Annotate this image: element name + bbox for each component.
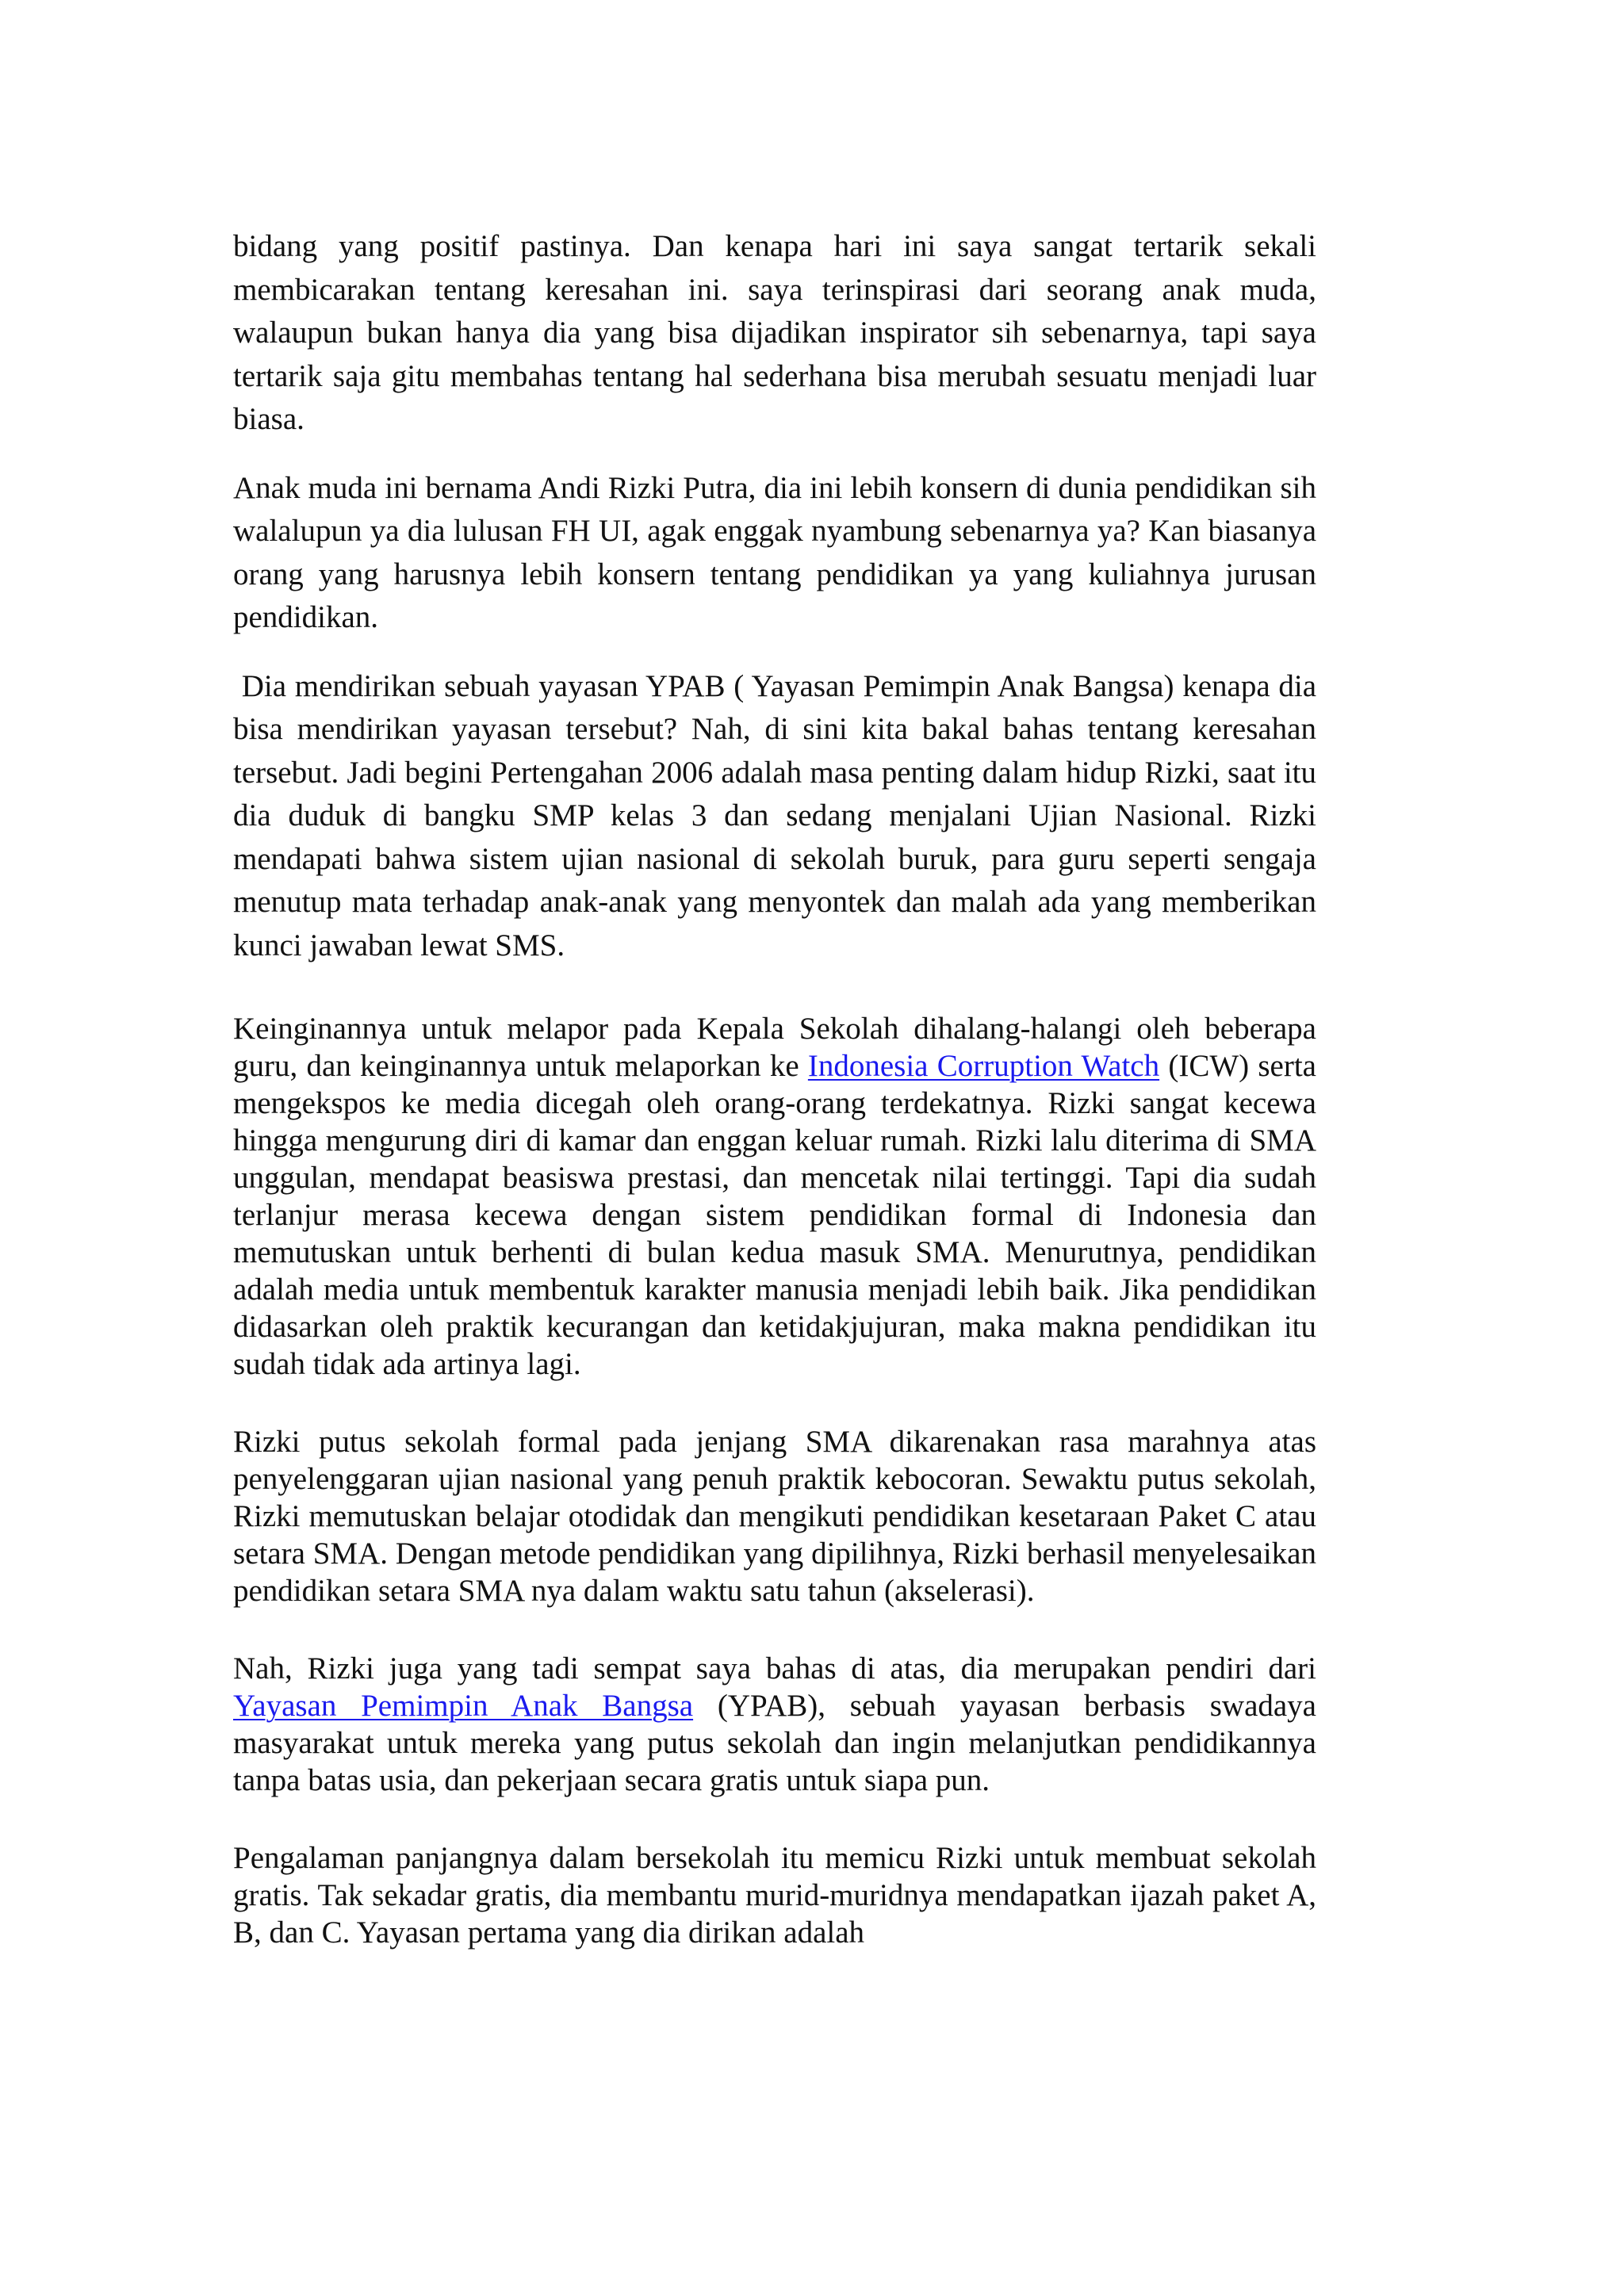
paragraph-6-text-after: (YPAB), sebuah yayasan berbasis swadaya masyarakat untuk mereka yang putus sekolah dan ingin melanjutkan pendidikannya tanpa batas usia, dan pekerjaan secara gratis untuk siapa pun. bbox=[233, 1689, 1316, 1797]
paragraph-1-text: bidang yang positif pastinya. Dan kenapa hari ini saya sangat tertarik sekali membicarakan tentang keresahan ini. saya terinspirasi dari seorang anak muda, walaupun bukan hanya dia yang bisa dijadikan inspirator sih sebenarnya, tapi saya tertarik saja gitu membahas tentang hal sederhana bisa merubah sesuatu menjadi luar biasa. bbox=[233, 229, 1316, 436]
paragraph-5 bbox=[233, 1423, 1316, 1609]
paragraph-2-text: Anak muda ini bernama Andi Rizki Putra, dia ini lebih konsern di dunia pendidikan sih walalupun ya dia lulusan FH UI, agak enggak nyambung sebenarnya ya? Kan biasanya orang yang harusnya lebih konsern tentang pendidikan ya yang kuliahnya jurusan pendidikan. bbox=[233, 470, 1316, 634]
paragraph-4-text-before: Keinginannya untuk melapor pada Kepala Sekolah dihalang-halangi oleh beberapa guru, dan keinginannya untuk melaporkan ke bbox=[233, 1012, 1316, 1083]
document-body bbox=[233, 225, 1324, 1951]
link-indonesia-corruption-watch[interactable]: Indonesia Corruption Watch bbox=[807, 1049, 1160, 1083]
paragraph-4 bbox=[233, 1010, 1316, 1383]
paragraph-6 bbox=[233, 1650, 1316, 1799]
paragraph-3 bbox=[233, 665, 1324, 968]
paragraph-6-text-before: Nah, Rizki juga yang tadi sempat saya bahas di atas, dia merupakan pendiri dari bbox=[233, 1651, 1316, 1686]
paragraph-7-text: Pengalaman panjangnya dalam bersekolah itu memicu Rizki untuk membuat sekolah gratis. Tak sekadar gratis, dia membantu murid-muridnya mendapatkan ijazah paket A, B, dan C. Yayasan pertama yang dia dirikan adalah bbox=[233, 1841, 1316, 1950]
paragraph-2 bbox=[233, 467, 1316, 640]
paragraph-3-text: Dia mendirikan sebuah yayasan YPAB ( Yayasan Pemimpin Anak Bangsa) kenapa dia bisa mendirikan yayasan tersebut? Nah, di sini kita bakal bahas tentang keresahan tersebut. Jadi begini Pertengahan 2006 adalah masa penting dalam hidup Rizki, saat itu dia duduk di bangku SMP kelas 3 dan sedang menjalani Ujian Nasional. Rizki mendapati bahwa sistem ujian nasional di sekolah buruk, para guru seperti sengaja menutup mata terhadap anak-anak yang menyontek dan malah ada yang memberikan kunci jawaban lewat SMS. bbox=[233, 668, 1324, 962]
paragraph-1 bbox=[233, 225, 1316, 442]
paragraph-7 bbox=[233, 1839, 1316, 1951]
paragraph-4-text-after: (ICW) serta mengekspos ke media dicegah oleh orang-orang terdekatnya. Rizki sangat kecewa hingga mengurung diri di kamar dan enggan keluar rumah. Rizki lalu diterima di SMA unggulan, mendapat beasiswa prestasi, dan mencetak nilai tertinggi. Tapi dia sudah terlanjur merasa kecewa dengan sistem pendidikan formal di Indonesia dan memutuskan untuk berhenti di bulan kedua masuk SMA. Menurutnya, pendidikan adalah media untuk membentuk karakter manusia menjadi lebih baik. Jika pendidikan didasarkan oleh praktik kecurangan dan ketidakjujuran, maka makna pendidikan itu sudah tidak ada artinya lagi. bbox=[233, 1049, 1316, 1381]
link-yayasan-pemimpin-anak-bangsa[interactable]: Yayasan Pemimpin Anak Bangsa bbox=[233, 1689, 694, 1723]
paragraph-5-text: Rizki putus sekolah formal pada jenjang SMA dikarenakan rasa marahnya atas penyelenggaran ujian nasional yang penuh praktik kebocoran. Sewaktu putus sekolah, Rizki memutuskan belajar otodidak dan mengikuti pendidikan kesetaraan Paket C atau setara SMA. Dengan metode pendidikan yang dipilihnya, Rizki berhasil menyelesaikan pendidikan setara SMA nya dalam waktu satu tahun (akselerasi). bbox=[233, 1425, 1316, 1608]
